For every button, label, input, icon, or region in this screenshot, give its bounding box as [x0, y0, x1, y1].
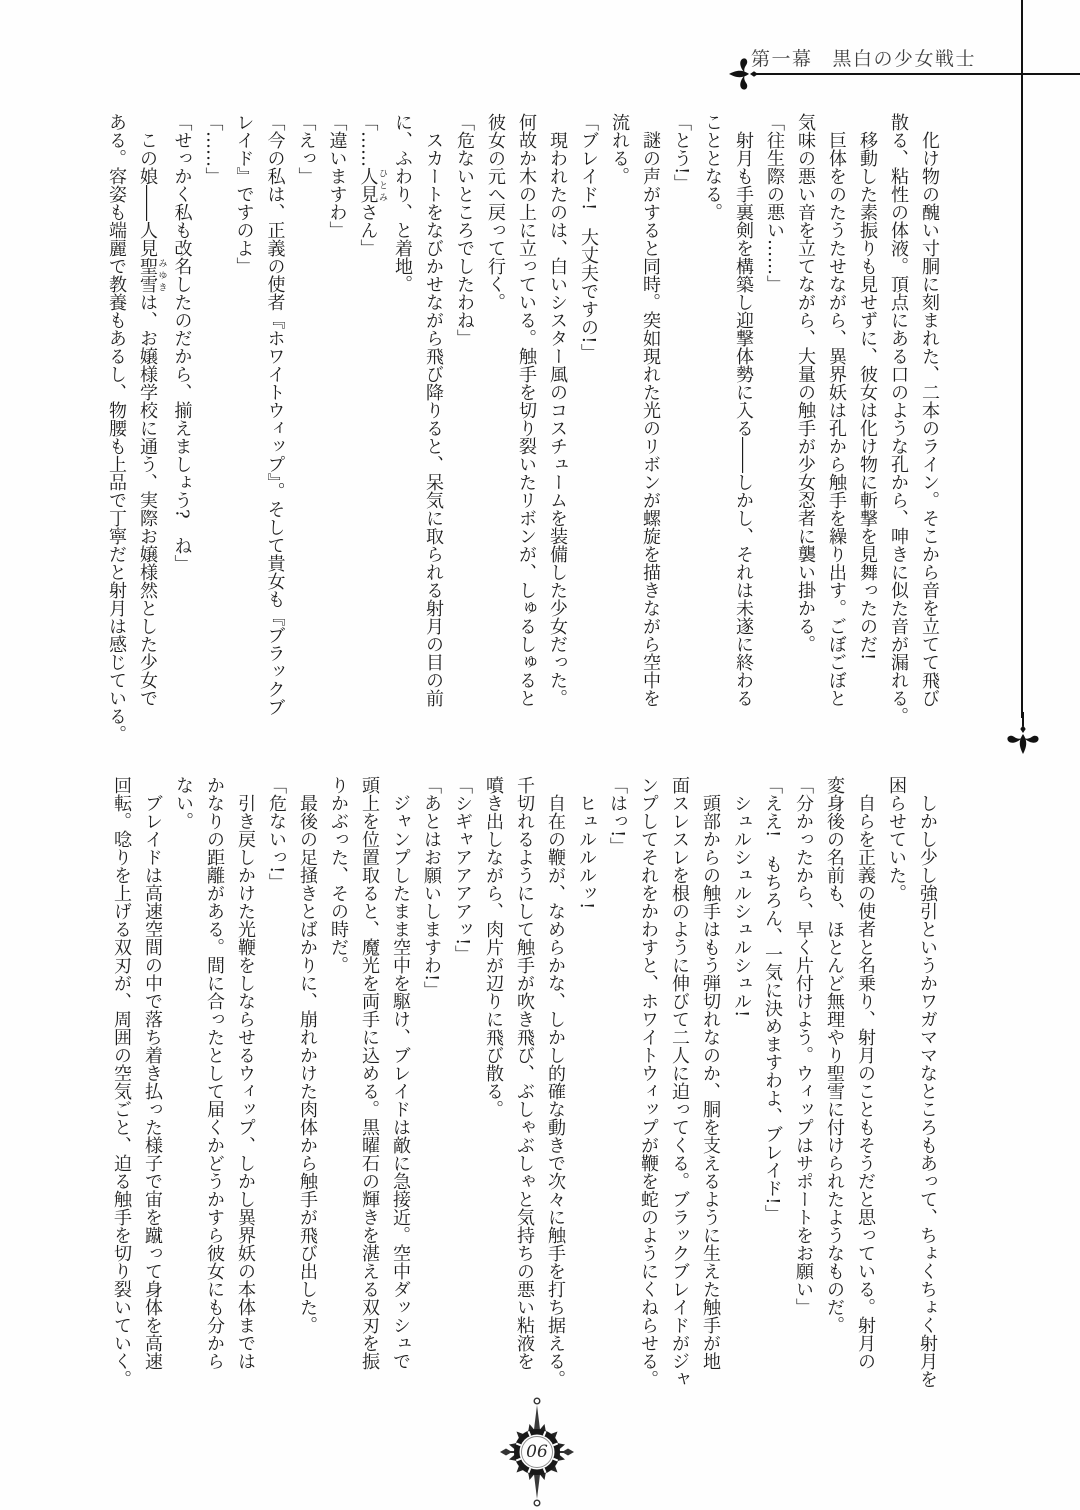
- text-line: しかし少し強引というかワガママなところもあって、ちょくちょく射月を: [917, 776, 938, 1388]
- text-line: 「危ないところでしたわね」: [454, 113, 475, 347]
- text-line: 「はっ!」: [607, 776, 628, 856]
- text-line: 流れる。: [609, 113, 630, 185]
- text-line: 「ブレイド! 大丈夫ですの!」: [578, 113, 599, 362]
- text-line: かなりの距離がある。間に合ったとして届くかどうかすら彼女にも分から: [204, 776, 225, 1370]
- text-line: 化け物の醜い寸胴に刻まれた、二本のライン。そこから音を立てて飛び: [919, 113, 940, 707]
- text-line: 「えっ」: [295, 113, 317, 185]
- text-line: ジャンプしたまま空中を駆け、ブレイドは敵に急接近。空中ダッシュで: [390, 776, 411, 1370]
- text-line: 「危ないっ!」: [266, 776, 287, 892]
- text-line: 「せっかく私も改名したのだから、揃えましょう? ね」: [171, 113, 193, 573]
- text-line: 千切れるようにして触手が吹き飛び、ぶしゃぶしゃと気持ちの悪い粘液を: [514, 776, 535, 1370]
- text-line: 「違いますわ」: [326, 113, 348, 239]
- text-line: 「シギャアアアアッ!」: [452, 776, 473, 964]
- text-line: 面スレスレを根のように伸びて二人に迫ってくる。ブラックブレイドがジャ: [669, 776, 690, 1388]
- text-line: この娘――人見聖雪みゆきは、お嬢様学校に通う、実際お嬢様然とした少女で: [137, 113, 167, 707]
- text-block-upper: [101, 113, 945, 763]
- text-line: 「往生際の悪い……」: [764, 113, 785, 293]
- chapter-title: 黒白の少女戦士: [832, 48, 976, 70]
- text-line: 最後の足掻きとばかりに、崩れかけた肉体から触手が飛び出した。: [297, 776, 318, 1334]
- text-line: シュルシュルシュルシュル!: [731, 776, 752, 1018]
- text-line: に、ふわり、と着地。: [392, 113, 413, 293]
- text-line: 何故か木の上に立っている。触手を切り裂いたリボンが、しゅるしゅると: [516, 113, 537, 707]
- chapter-label: 第一幕: [750, 48, 813, 70]
- text-line: ブレイドは高速空間の中で落ち着き払った様子で宙を蹴って身体を高速: [142, 776, 163, 1370]
- text-line: ンプしてそれをかわすと、ホワイトウィップが鞭を蛇のようにくねらせる。: [638, 776, 659, 1388]
- header-rule: [752, 73, 1080, 75]
- text-line: 頭上を位置取ると、魔光を両手に込める。黒曜石の輝きを湛える双刃を振: [359, 776, 380, 1370]
- text-line: 「分かったから、早く片付けよう。ウィップはサポートをお願い」: [793, 776, 814, 1316]
- text-line: 引き戻しかけた光鞭をしならせるウィップ、しかし異界妖の本体までは: [235, 776, 256, 1370]
- text-line: 「あとはお願いしますわ!」: [421, 776, 442, 1000]
- text-line: ない。: [173, 776, 194, 830]
- vertical-rule: [1021, 0, 1023, 718]
- text-line: ある。容姿も端麗で教養もあるし、物腰も上品で丁寧だと射月は感じている。: [106, 113, 127, 743]
- text-line: 「……人見ひとみさん」: [357, 113, 387, 257]
- page-number: 06: [526, 1442, 548, 1462]
- text-line: レイド』ですのよ」: [233, 113, 255, 275]
- text-line: 自らを正義の使者と名乗り、射月のこともそうだと思っている。射月の: [855, 776, 876, 1370]
- text-line: 変身後の名前も、ほとんど無理やり聖雪に付けられたようなものだ。: [824, 776, 845, 1334]
- text-line: ヒュルルルッ!: [576, 776, 597, 910]
- text-line: 現われたのは、白いシスター風のコスチュームを装備した少女だった。: [547, 113, 568, 707]
- text-line: 自在の鞭が、なめらかな、しかし的確な動きで次々に触手を打ち据える。: [545, 776, 566, 1388]
- text-line: 彼女の元へ戻って行く。: [485, 113, 506, 311]
- text-line: こととなる。: [702, 113, 723, 221]
- text-line: 頭部からの触手はもう弾切れなのか、胴を支えるように生えた触手が地: [700, 776, 721, 1370]
- text-line: 「とう!」: [671, 113, 692, 193]
- text-line: 困らせていた。: [886, 776, 907, 902]
- text-line: 「……」: [202, 113, 224, 185]
- text-line: 巨体をのたうたせながら、異界妖は孔から触手を繰り出す。ごぼごぼと: [826, 113, 847, 707]
- text-line: 謎の声がすると同時。突如現れた光のリボンが螺旋を描きながら空中を: [640, 113, 661, 707]
- text-line: りかぶった、その時だ。: [328, 776, 349, 974]
- text-line: 散る、粘性の体液。頂点にある口のような孔から、呻きに似た音が漏れる。: [888, 113, 909, 725]
- text-line: 噴き出しながら、肉片が辺りに飛び散る。: [483, 776, 504, 1118]
- text-line: 回転。唸りを上げる双刃が、周囲の空気ごと、迫る触手を切り裂いていく。: [111, 776, 132, 1388]
- text-line: 気味の悪い音を立てながら、大量の触手が少女忍者に襲い掛かる。: [795, 113, 816, 653]
- text-line: 「今の私は、正義の使者『ホワイトウィップ』。そして貴女も『ブラックブ: [264, 113, 286, 716]
- text-line: 移動した素振りも見せずに、彼女は化け物に斬撃を見舞ったのだ!: [857, 113, 878, 661]
- page-number-emblem: [496, 1396, 578, 1508]
- text-line: 「ええ! もちろん、一気に決めますわよ、ブレイド!」: [762, 776, 783, 1223]
- text-line: 射月も手裏剣を構築し迎撃体勢に入る――しかし、それは未遂に終わる: [733, 113, 754, 707]
- text-line: スカートをなびかせながら飛び降りると、呆気に取られる射月の目の前: [423, 113, 444, 707]
- fleur-de-lis-icon: [1004, 712, 1042, 754]
- running-head: [751, 44, 976, 71]
- text-block-lower: [106, 776, 943, 1400]
